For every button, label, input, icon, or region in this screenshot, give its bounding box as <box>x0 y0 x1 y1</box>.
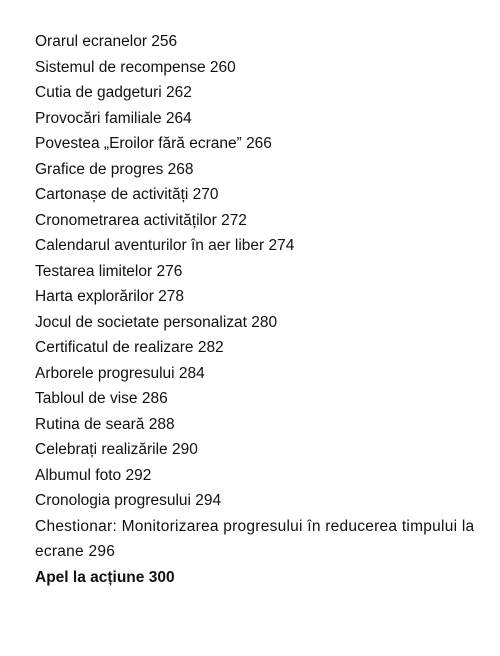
toc-entry: Sistemul de recompense 260 <box>35 58 236 76</box>
toc-entry: Cutia de gadgeturi 262 <box>35 84 192 101</box>
toc-entry: Albumul foto 292 <box>35 466 152 484</box>
toc-entry: Cronometrarea activităților 272 <box>35 211 247 229</box>
toc-entry: Certificatul de realizare 282 <box>35 339 224 356</box>
toc-entry: Tabloul de vise 286 <box>35 390 168 407</box>
toc-entry: Chestionar: Monitorizarea progresului în reducerea timpului la ecrane 296 <box>35 517 475 560</box>
toc-entry: Celebrați realizările 290 <box>35 441 198 458</box>
toc-entry: Orarul ecranelor 256 <box>35 33 178 50</box>
toc-entry: Testarea limitelor 276 <box>35 262 183 280</box>
toc-entry: Calendarul aventurilor în aer liber 274 <box>35 237 295 254</box>
toc-entry: Harta explorărilor 278 <box>35 288 185 305</box>
table-of-contents <box>35 29 485 590</box>
toc-entry: Grafice de progres 268 <box>35 160 194 178</box>
toc-entry: Provocări familiale 264 <box>35 109 192 127</box>
toc-entry: Arborele progresului 284 <box>35 364 205 382</box>
toc-entry: Cronologia progresului 294 <box>35 492 222 509</box>
toc-entry-call-to-action: Apel la acțiune 300 <box>35 568 175 586</box>
toc-entry: Povestea „Eroilor fără ecrane” 266 <box>35 135 272 152</box>
toc-entry: Jocul de societate personalizat 280 <box>35 313 278 331</box>
toc-entry: Rutina de seară 288 <box>35 415 175 433</box>
toc-entry: Cartonașe de activități 270 <box>35 186 219 203</box>
